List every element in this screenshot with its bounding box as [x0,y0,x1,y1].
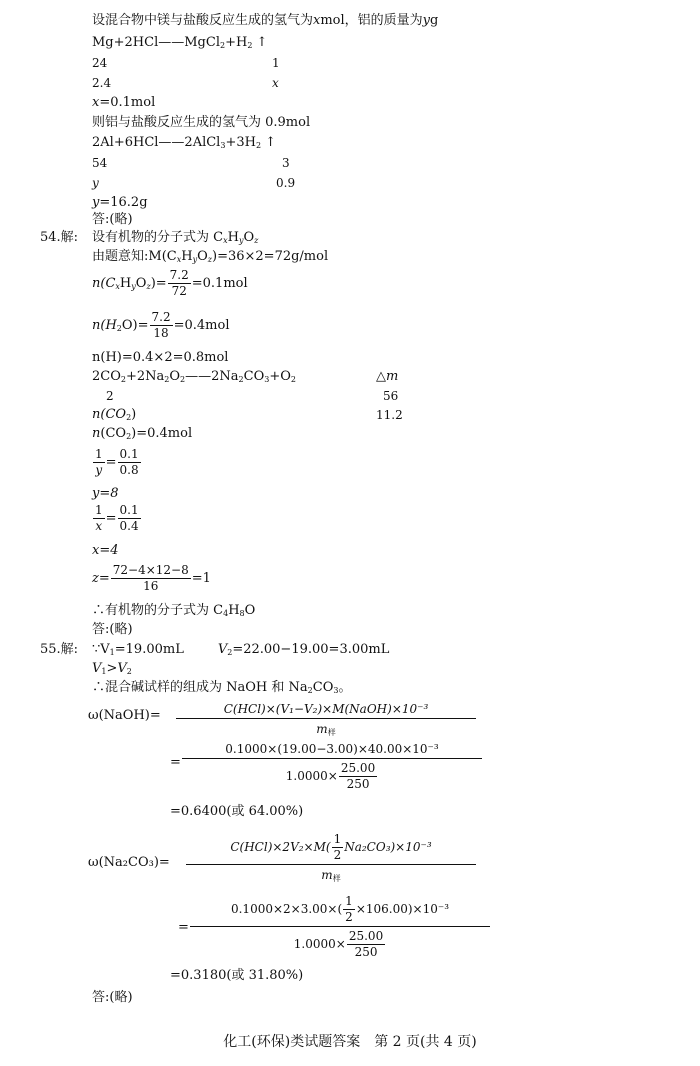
molar-mass-line: 由题意知$:M(C_xH_yO_z)=36\times 2=72g$/mol [92,249,329,264]
ratio-cell: 11.2 [376,408,403,422]
w-naoh-label: ω(NaOH)= [88,708,161,723]
n-co2-line: $n(CO_2)$ [92,407,137,422]
q55-composition: ∴混合碱试样的组成为 NaOH 和 $Na_2CO_3$。 [92,680,352,695]
w-naoh-numeric: 0.1000×(19.00−3.00)×40.00×10⁻³ 1.0000× $\frac{25.00}{250}$ [182,740,482,793]
x-eq: x=4 [92,543,119,558]
ratio-cell: 54 [92,156,108,170]
ratio-cell: 2.4 [92,76,112,90]
x-result: x=0.1mol [92,95,156,110]
ratio-cell: 0.9 [276,176,296,190]
n-co2-result: $n(CO_2)=0.4mol$ [92,426,193,441]
z-eq: z= $\frac{72-4\times 12-8}{16}$ =1 [92,563,211,593]
ratio-cell: y [92,176,99,190]
al-equation: $2Al+6HCl——2AlCl_3+3H_2$ ↑ [92,135,277,150]
n-hydrogen-line: n(H)=0.4×2=0.8mol [92,350,229,365]
ratio-cell: 1 [272,56,280,70]
mg-equation: $Mg+2HCl——MgCl_2+H_2$ ↑ [92,35,268,50]
n-organic-line: $n(C_xH_yO_z)=$ $\frac{7.2}{72}$ =0.1mol [92,268,248,298]
y-eq: y=8 [92,486,119,501]
al-intro: 则铝与盐酸反应生成的氢气为 0.9mol [92,115,311,130]
n-water-line: $n(H_2O)=$ $\frac{7.2}{18}$ =0.4mol [92,310,230,340]
question-54-label: 54.解: [40,230,79,245]
ratio-cell: 56 [383,389,399,403]
question-55-label: 55.解: [40,642,79,657]
w-na2co3-label: ω(Na₂CO₃)= [88,855,170,870]
q55-compare: $V_1>V_2$ [92,661,132,676]
answer-54: 答:(略) [92,622,133,637]
w-na2co3-result: =0.3180(或 31.80%) [170,968,304,983]
co2-equation: $2CO_2+2Na_2O_2——2Na_2CO_3+O_2$ [92,369,296,384]
q53-setup: 设混合物中镁与盐酸反应生成的氢气为xmol，铝的质量为yg [92,13,439,28]
q54-setup: 设有机物的分子式为 $C_xH_yO_z$ [92,230,259,245]
w-na2co3-formula: C(HCl)×2V₂×M( $\frac{1}{2}$ Na₂CO₃)×10⁻³ $m_样$ [186,830,476,885]
answer-55: 答:(略) [92,990,133,1005]
ratio-cell: x [272,76,279,90]
answer-53: 答:(略) [92,212,133,227]
w-naoh-result: =0.6400(或 64.00%) [170,804,304,819]
q54-conclusion: ∴有机物的分子式为 $C_4H_8O$ [92,603,256,618]
w-na2co3-numeric: 0.1000×2×3.00×( $\frac{1}{2}$ ×106.00)×10⁻³ 1.0000× $\frac{25.00}{250}$ [190,892,490,961]
ratio-cell: 2 [106,389,114,403]
page-footer: 化工(环保)类试题答案 第 2 页(共 4 页) [223,1034,477,1050]
w-naoh-formula: C(HCl)×(V₁−V₂)×M(NaOH)×10⁻³ $m_样$ [176,700,476,739]
ratio-cell: 24 [92,56,108,70]
ratio-y: $\frac{1}{y}$ = $\frac{0.1}{0.8}$ [95,447,139,477]
ratio-cell: 3 [282,156,290,170]
ratio-x: $\frac{1}{x}$ = $\frac{0.1}{0.4}$ [95,503,139,533]
y-result: y=16.2g [92,195,148,210]
delta-m: △m [376,369,399,384]
q55-volumes: $\because V_1=19.00mL$ $V_2=22.00-19.00=3.00mL$ [92,642,390,657]
